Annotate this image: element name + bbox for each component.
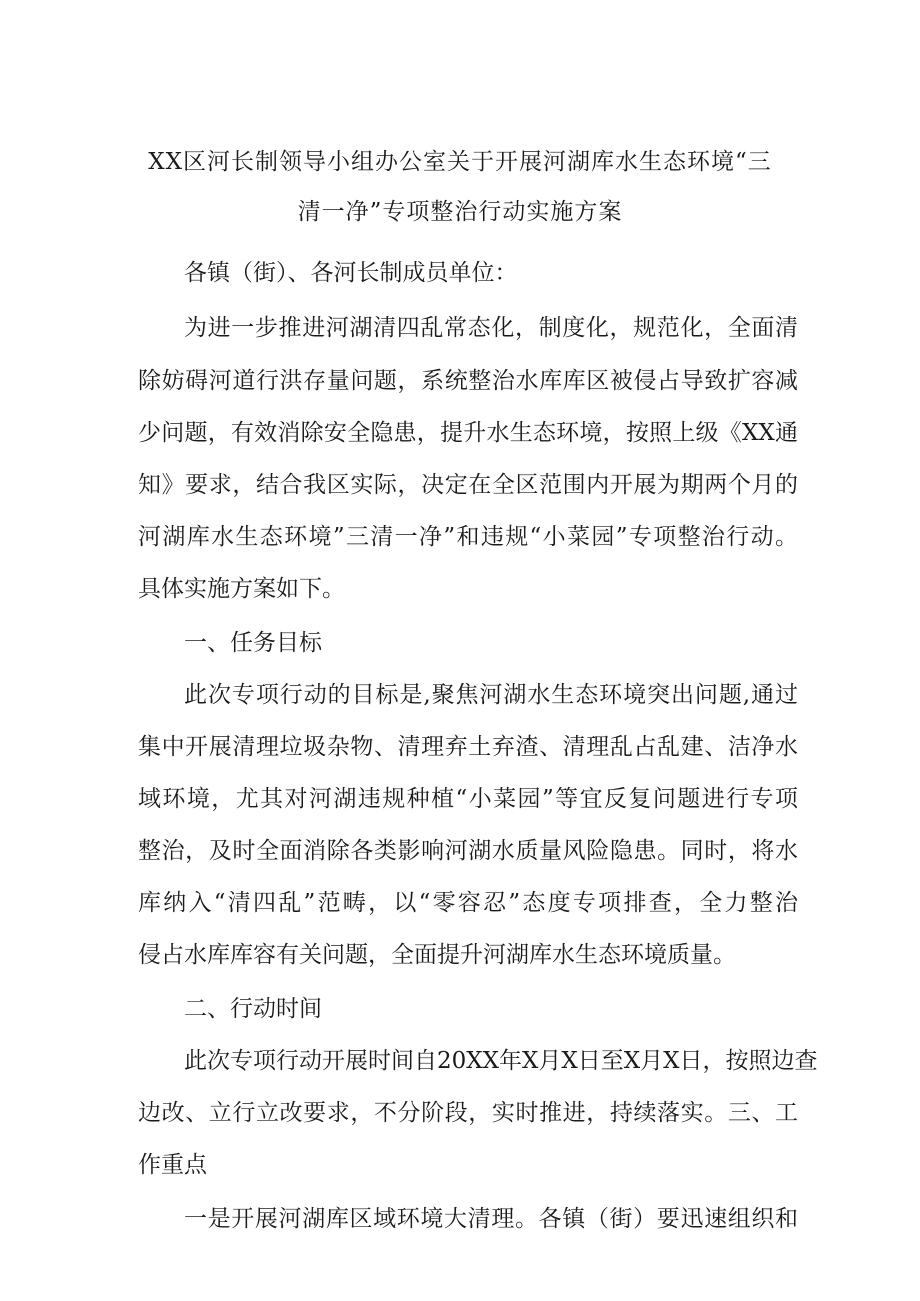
section1-line: 此次专项行动的目标是,聚焦河湖水生态环境突出问题,通过 [184,682,798,708]
intro-line: 少问题，有效消除安全隐患，提升水生态环境，按照上级《XX通 [138,420,798,446]
section1-line: 集中开展清理垃圾杂物、清理弃土弃渣、清理乱占乱建、洁净水 [138,734,798,760]
section1-line: 整治，及时全面消除各类影响河湖水质量风险隐患。同时，将水 [138,838,798,864]
section1-line: 侵占水库库容有关问题，全面提升河湖库水生态环境质量。 [138,942,736,968]
intro-line: 河湖库水生态环境”三清一净”和违规“小菜园”专项整治行动。 [138,524,798,550]
section2-line: 此次专项行动开展时间自20XX年X月X日至X月X日，按照边查 [184,1048,818,1074]
intro-line: 知》要求，结合我区实际，决定在全区范围内开展为期两个月的 [138,472,798,498]
document-title-line-2: 清一净”专项整治行动实施方案 [297,199,623,225]
section1-line: 库纳入“清四乱”范畴，以“零容忍”态度专项排查，全力整治 [138,890,798,916]
salutation: 各镇（街）、各河长制成员单位： [184,260,518,286]
section-heading-goals: 一、任务目标 [184,630,322,656]
document-title-line-1: XX区河长制领导小组办公室关于开展河湖库水生态环境“三 [148,149,772,175]
section3-line: 一是开展河湖库区域环境大清理。各镇（街）要迅速组织和 [184,1206,798,1232]
section-heading-time: 二、行动时间 [184,996,322,1022]
section2-line: 作重点 [138,1152,207,1178]
intro-line: 为进一步推进河湖清四乱常态化，制度化，规范化，全面清 [184,315,798,341]
section1-line: 域环境，尤其对河湖违规种植“小菜园”等宜反复问题进行专项 [138,786,798,812]
intro-line: 具体实施方案如下。 [138,576,345,602]
section2-line: 边改、立行立改要求，不分阶段，实时推进，持续落实。三、工 [138,1100,798,1126]
intro-line: 除妨碍河道行洪存量问题，系统整治水库库区被侵占导致扩容减 [138,368,798,394]
